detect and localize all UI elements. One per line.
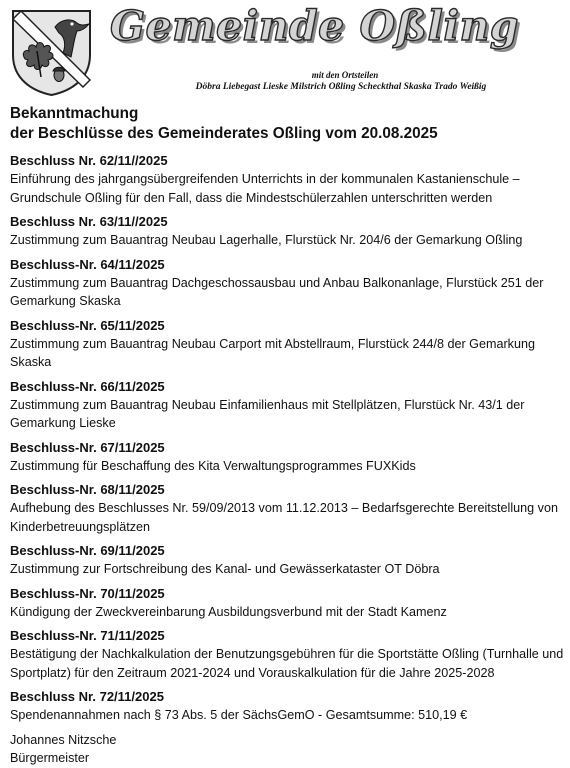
resolution-item [10,152,566,207]
resolution-text: Spendenannahmen nach § 73 Abs. 5 der SächsGemO - Gesamtsumme: 510,19 € [10,708,468,722]
heading-line-1: Bekanntmachung [10,105,139,122]
announcement-body [10,104,566,768]
resolution-item [10,439,566,476]
resolution-number: Beschluss Nr. 72/11/2025 [10,689,164,704]
resolution-item [10,481,566,536]
resolution-item [10,317,566,372]
ortsteile-label: mit den Ortsteilen [311,70,379,80]
resolution-number: Beschluss-Nr. 71/11/2025 [10,628,165,643]
ortsteile-list: Döbra Liebegast Lieske Milstrich Oßling Scheckthal Skaska Trado Weißig [195,82,487,92]
signature-role: Bürgermeister [10,751,90,765]
resolution-number: Beschluss-Nr. 65/11/2025 [10,317,165,333]
resolution-number: Beschluss-Nr. 69/11/2025 [10,543,165,558]
resolution-text: Aufhebung des Beschlusses Nr. 59/09/2013 vom 11.12.2013 – Bedarfsgerechte Bereitstellung von Kinderbetreuungsplätzen [10,501,558,534]
resolution-text: Zustimmung zur Fortschreibung des Kanal- und Gewässerkataster OT Döbra [10,562,440,576]
coat-of-arms-icon [11,9,92,97]
resolution-text: Einführung des jahrgangsübergreifenden Unterrichts in der kommunalen Kastanienschule – Grundschule Oßling für den Fall, dass die Mindestschülerzahlen unterschritten werden [10,172,520,205]
resolution-number: Beschluss-Nr. 66/11/2025 [10,378,165,394]
resolution-item [10,542,566,579]
resolution-item [10,256,566,311]
resolution-text: Bestätigung der Nachkalkulation der Benutzungsgebühren für die Sportstätte Oßling (Turnhalle und Sportplatz) für den Zeitraum 2021-2024 und Vorauskalkulation für die Jahre 2025-2028 [10,647,564,680]
signature-block [10,731,566,768]
announcement-heading [10,104,566,143]
resolution-item [10,688,566,725]
resolution-text: Kündigung der Zweckvereinbarung Ausbildungsverbund mit der Stadt Kamenz [10,604,447,619]
resolution-text: Zustimmung für Beschaffung des Kita Verwaltungsprogrammes FUXKids [10,458,416,473]
heading-line-2: der Beschlüsse des Gemeinderates Oßling vom 20.08.2025 [10,124,438,142]
letterhead [0,0,570,100]
municipality-title: Gemeinde Oßling [110,2,519,50]
resolution-number: Beschluss-Nr. 68/11/2025 [10,482,165,497]
resolution-text: Zustimmung zum Bauantrag Neubau Lagerhalle, Flurstück Nr. 204/6 der Gemarkung Oßling [10,233,523,247]
resolution-text: Zustimmung zum Bauantrag Neubau Carport mit Abstellraum, Flurstück 244/8 der Gemarkung Skaska [10,336,535,369]
signature-name: Johannes Nitzsche [10,732,117,747]
resolution-item [10,627,566,682]
resolution-item [10,585,566,622]
resolution-item [10,378,566,433]
resolution-item [10,213,566,250]
resolution-text: Zustimmung zum Bauantrag Dachgeschossausbau und Anbau Balkonanlage, Flurstück 251 der Gemarkung Skaska [10,275,544,308]
resolution-number: Beschluss Nr. 63/11//2025 [10,214,168,229]
resolution-number: Beschluss-Nr. 64/11/2025 [10,256,165,272]
resolution-number: Beschluss-Nr. 67/11/2025 [10,439,165,455]
resolution-number: Beschluss Nr. 62/11//2025 [10,153,168,168]
resolution-number: Beschluss-Nr. 70/11/2025 [10,585,165,601]
title-wrap [110,2,560,64]
resolution-text: Zustimmung zum Bauantrag Neubau Einfamilienhaus mit Stellplätzen, Flurstück Nr. 43/1 der Gemarkung Lieske [10,397,525,430]
